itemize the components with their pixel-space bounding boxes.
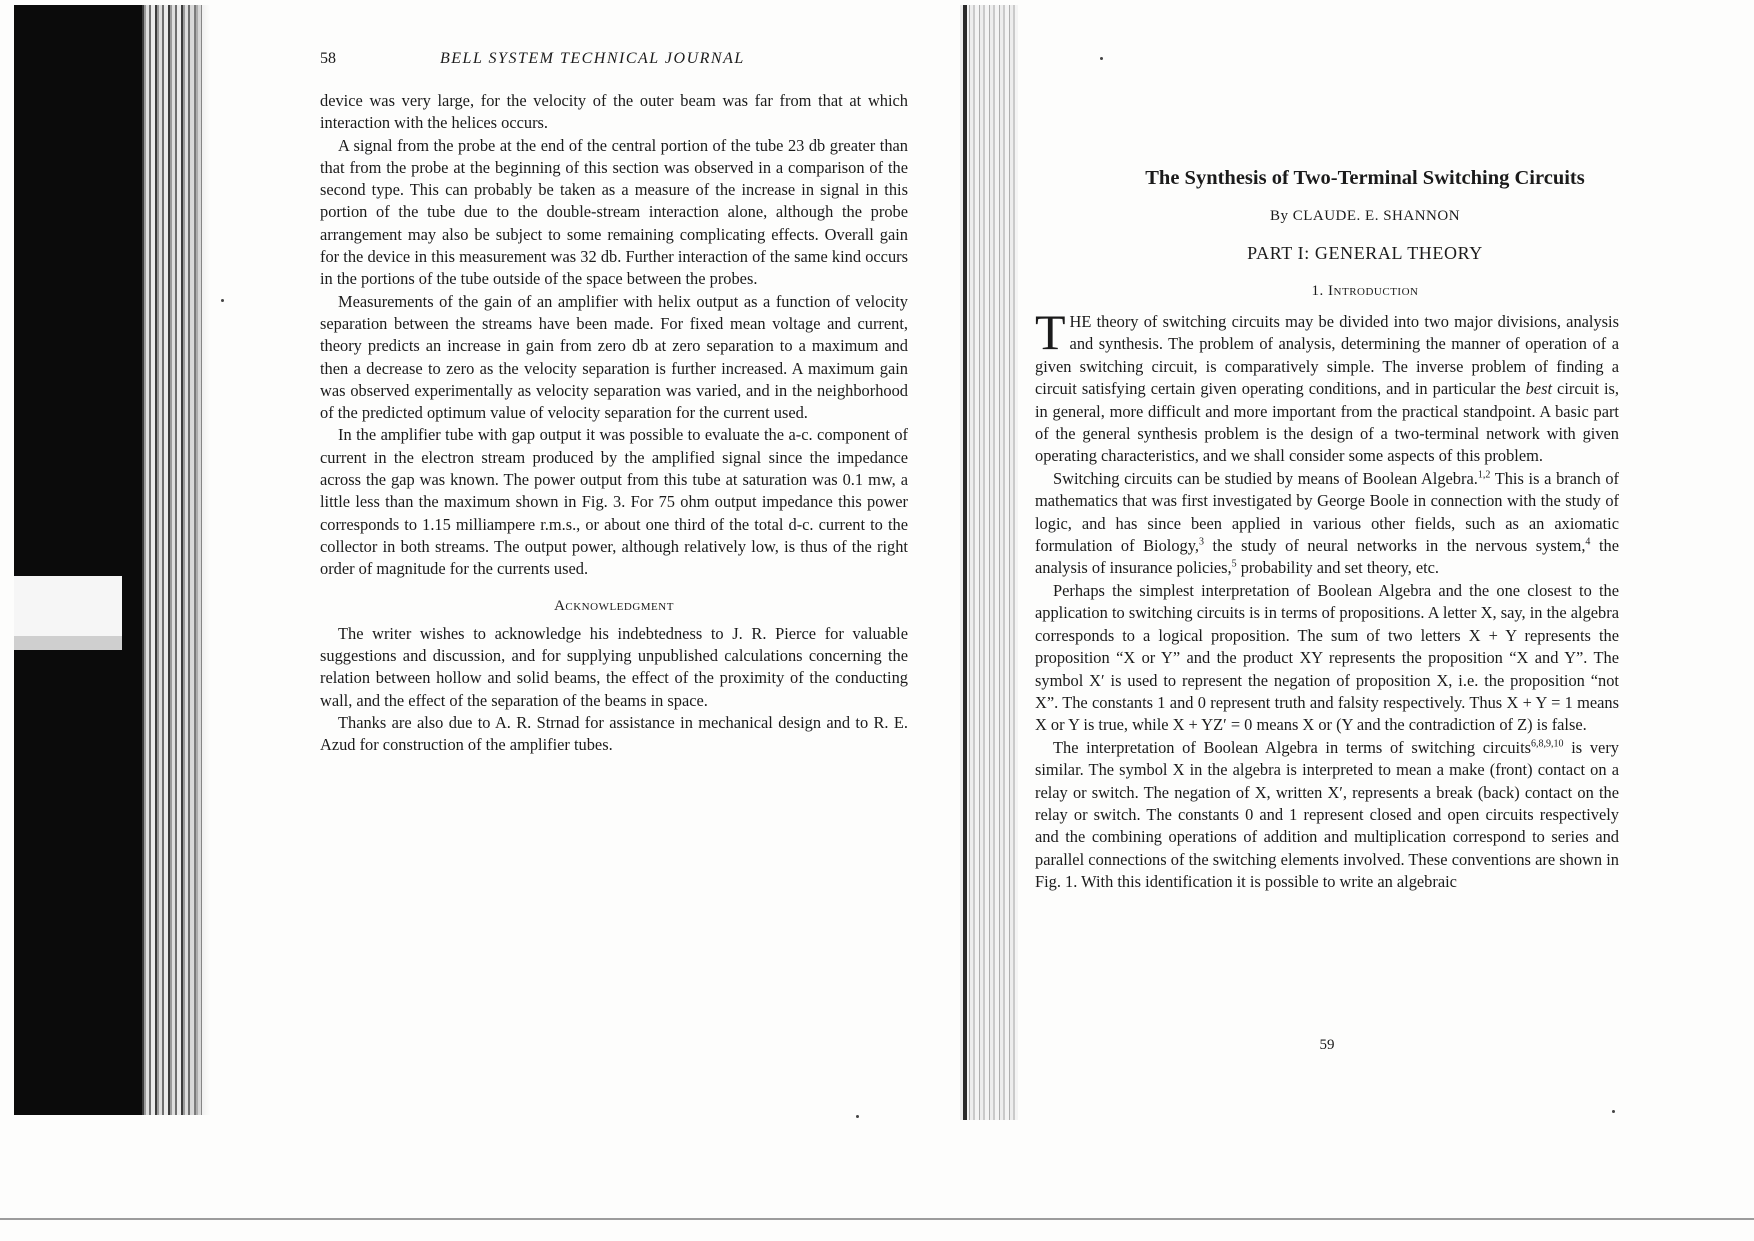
- left-page-number: 58: [320, 50, 336, 67]
- paragraph: Thanks are also due to A. R. Strnad for assistance in mechanical design and to R. E. Azud for construction of the amplifier tubes.: [320, 713, 908, 755]
- text-run: The interpretation of Boolean Algebra in terms of switching circuits: [1053, 737, 1532, 757]
- paragraph: Measurements of the gain of an amplifier with helix output as a function of velocity separation between the streams have been made. For fixed mean voltage and current, theory predicts an increase in gain from zero db at zero separation to a maximum and then a decrease to zero as the velocity separation is further increased. A maximum gain was observed experimentally as velocity separation was varied, and in the neighborhood of the predicted optimum value of velocity separation for the current used.: [320, 291, 908, 423]
- drop-cap: T: [1035, 304, 1066, 360]
- footnote-ref: 1,2: [1477, 469, 1491, 481]
- scan-edge-fade: [190, 5, 210, 1115]
- right-page-number: 59: [1319, 1037, 1335, 1053]
- text-run: the analysis of insurance policies,: [1035, 536, 1619, 578]
- scan-bottom-edge: [0, 1218, 1754, 1220]
- scan-speck: [221, 299, 224, 302]
- emphasis: best: [1525, 379, 1552, 399]
- text-run: This is a branch of mathematics that was first investigated by George Boole in connection with the study of logic, and has since been applied in various other fields, such as an axiomatic formulation of Biology,: [1035, 468, 1619, 556]
- right-page-body: [1035, 304, 1619, 894]
- paragraph: [1035, 468, 1619, 580]
- acknowledgment-heading: Acknowledgment: [554, 597, 674, 614]
- paragraph: In the amplifier tube with gap output it was possible to evaluate the a-c. component of current in the electron stream produced by the amplified signal since the impedance across the gap was known. The power output from this tube at saturation was 0.1 mw, a little less than the maximum shown in Fig. 3. For 75 ohm output impedance this power corresponds to 1.15 milliampere r.m.s., or about one third of the total d-c. current to the collector in both streams. The output power, although relatively low, is thus of the right order of magnitude for the currents used.: [320, 425, 908, 579]
- footnote-ref: 4: [1585, 536, 1591, 548]
- paragraph: device was very large, for the velocity of the outer beam was far from that at which interaction with the helices occurs.: [320, 91, 908, 133]
- text-run: the study of neural networks in the nervous system,: [1203, 536, 1586, 556]
- scan-edge-notch-shadow: [14, 636, 122, 650]
- paragraph: The writer wishes to acknowledge his indebtedness to J. R. Pierce for valuable suggestions and discussion, and for supplying unpublished calculations concerning the relation between hollow and solid beams, the effect of the proximity of the conducting wall, and the effect of the separation of the beams in space.: [320, 623, 908, 710]
- author-line: By CLAUDE. E. SHANNON: [1269, 208, 1461, 224]
- footnote-ref: 3: [1198, 536, 1204, 548]
- book-gutter-line: [963, 5, 967, 1120]
- paragraph: [1035, 304, 1619, 468]
- scan-speck: [1612, 1110, 1615, 1113]
- scan-speck: [856, 1115, 859, 1118]
- book-gutter: [960, 5, 1018, 1120]
- paragraph: [1035, 737, 1619, 894]
- scan-speck: [1100, 57, 1103, 60]
- left-page-body: [320, 90, 908, 757]
- text-run: Switching circuits can be studied by means of Boolean Algebra.: [1053, 468, 1478, 488]
- journal-title: BELL SYSTEM TECHNICAL JOURNAL: [440, 50, 745, 67]
- text-run: probability and set theory, etc.: [1236, 558, 1440, 578]
- text-run: circuit is, in general, more difficult and more important from the practical standpoint. A basic part of the general synthesis problem is the design of a two-terminal network with given operating characteristics, and we shall consider some aspects of this problem.: [1035, 379, 1619, 466]
- paper-title: The Synthesis of Two-Terminal Switching Circuits: [1145, 167, 1585, 189]
- scan-edge-shadow: [14, 5, 142, 1115]
- left-running-header: [320, 50, 910, 74]
- text-run: HE theory of switching circuits may be divided into two major divisions, analysis and synthesis. The problem of analysis, determining the manner of operation of a given switching circuit, is comparatively simple. The inverse problem of finding a circuit satisfying certain given operating conditions, and in particular the: [1035, 312, 1619, 399]
- part-heading: PART I: GENERAL THEORY: [1247, 243, 1483, 263]
- introduction-heading: 1. Introduction: [1311, 283, 1419, 299]
- footnote-ref: 6,8,9,10: [1531, 738, 1564, 750]
- paragraph: Perhaps the simplest interpretation of Boolean Algebra and the one closest to the application to switching circuits is in terms of propositions. A letter X, say, in the algebra corresponds to a logical proposition. The sum of two letters X + Y represents the proposition “X or Y” and the product XY represents the proposition “X and Y”. The symbol X′ is used to represent the negation of proposition X, i.e. the proposition “not X”. The constants 1 and 0 represent truth and falsity respectively. Thus X + Y = 1 means X or Y is true, while X + YZ′ = 0 means X or (Y and the contradiction of Z) is false.: [1035, 580, 1619, 735]
- paragraph: A signal from the probe at the end of the central portion of the tube 23 db greater than that from the probe at the beginning of this section was observed in a comparison of the second type. This can probably be taken as a measure of the increase in signal in this portion of the tube due to the double-stream interaction alone, although the probe arrangement may also be subject to some remaining complicating effects. Overall gain for the device in this measurement was 32 db. Further interaction of the same kind occurs in the portions of the tube outside of the space between the probes.: [320, 135, 908, 289]
- footnote-ref: 5: [1231, 559, 1237, 570]
- text-run: is very similar. The symbol X in the algebra is interpreted to mean a make (front) contact on a relay or switch. The negation of X, written X′, represents a break (back) contact on the relay or switch. The constants 0 and 1 represent closed and open circuits respectively and the combining operations of addition and multiplication correspond to series and parallel connections of the switching elements involved. These conventions are shown in Fig. 1. With this identification it is possible to write an algebraic: [1035, 737, 1619, 892]
